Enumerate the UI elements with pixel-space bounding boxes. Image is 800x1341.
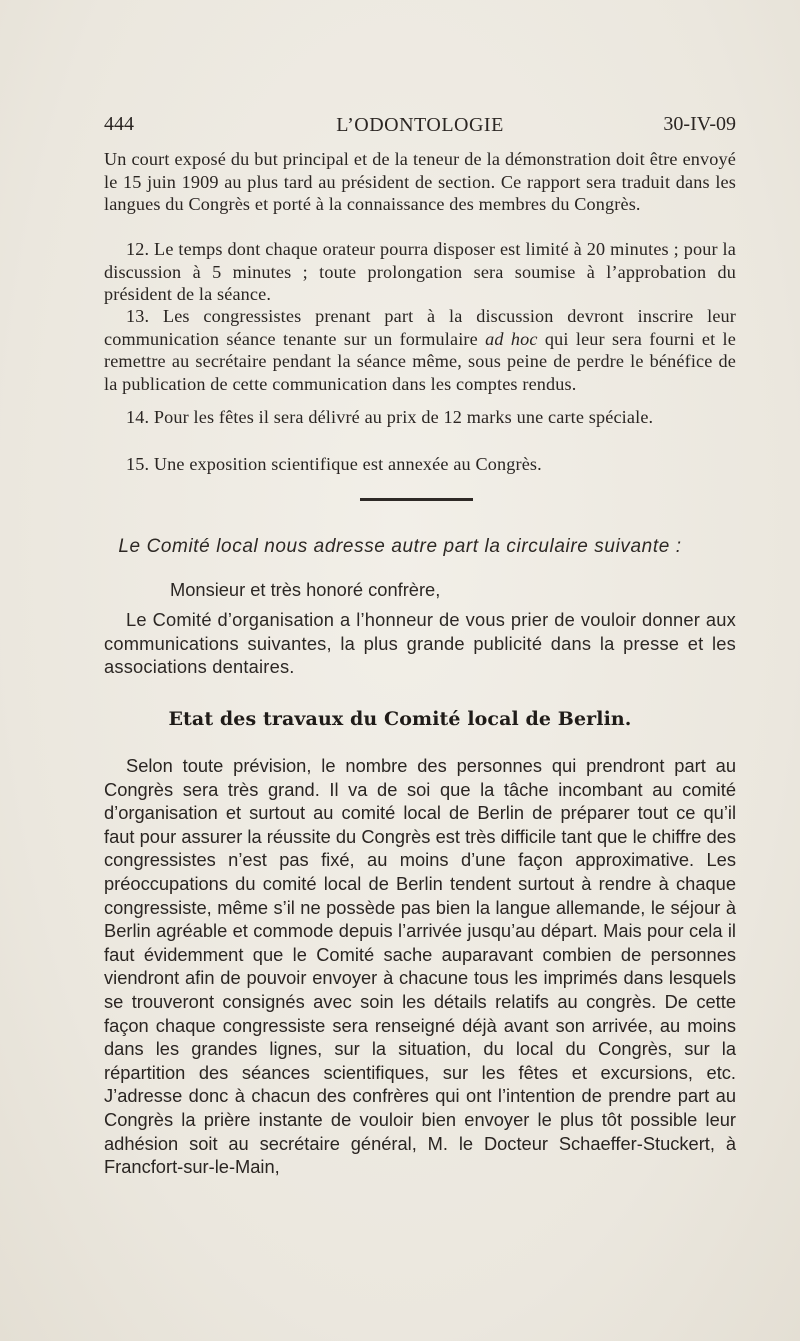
body-paragraph: Selon toute prévision, le nombre des personnes qui prendront part au Congrès sera très grand. Il va de soi que la tâche incombant au comité d’organisation et surtout au comité local de Berlin de préparer tout ce qu’il faut pour assurer la réussite du Congrès est très difficile tant que le chiffre des congressistes n’est pas fixé, au moins d’une façon approximative. Les préoccupations du comité local de Berlin tendent surtout à rendre à chaque congressiste, même s’il ne possède pas bien la langue allemande, le séjour à Berlin agréable et commode depuis l’arrivée jusqu’au départ. Mais pour cela il faut évidemment que le Comité sache auparavant combien de personnes viendront afin de pouvoir envoyer à chacune tous les imprimés dans lesquels se trouveront consignés avec soin les détails relatifs au congrès. De cette façon chaque congressiste sera renseigné déjà avant son arrivée, au moins dans les grandes lignes, sur la situation, du local du Congrès, sur la répartition des séances scientifiques, sur les fêtes et excursions, etc. J’adresse donc à chacun des confrères qui ont l’intention de prendre part au Congrès la prière instante de vouloir bien envoyer le plus tôt possible leur adhésion soit au secrétaire général, M. le Docteur Schaeffer-Stuckert, à Francfort-sur-le-Main, <box>104 755 736 1178</box>
section-heading: Etat des travaux du Comité local de Berlin. <box>168 708 632 730</box>
circular-introduction: Le Comité local nous adresse autre part la circulaire suivante : <box>118 536 682 557</box>
rule-paragraph-12: 12. Le temps dont chaque orateur pourra disposer est limité à 20 minutes ; pour la discussion à 5 minutes ; toute prolongation sera soumise à l’approbation du président de la séance. <box>104 239 736 305</box>
page-header <box>104 113 736 143</box>
rule-paragraph-continuation: Un court exposé du but principal et de la teneur de la démonstration doit être envoyé le 15 juin 1909 au plus tard au président de section. Ce rapport sera traduit dans les langues du Congrès et porté à la connaissance des membres du Congrès. <box>104 149 736 215</box>
rule-paragraph-13 <box>104 305 736 395</box>
rule-13-text-end: qui leur sera fourni et le remettre au secrétaire pendant la séance même, sous peine de perdre le bénéfice de la publication de cette communication dans les comptes rendus. <box>104 328 736 394</box>
issue-date: 30-IV-09 <box>663 113 736 135</box>
section-divider <box>360 498 473 501</box>
running-title: L’ODONTOLOGIE <box>336 114 504 136</box>
rule-13-text-start: 13. Les congressistes prenant part à la discussion devront inscrire leur communication séance tenante sur un formulaire <box>104 306 736 349</box>
rule-paragraph-14: 14. Pour les fêtes il sera délivré au prix de 12 marks une carte spéciale. <box>126 407 654 427</box>
rule-13-italic-term: ad hoc <box>485 328 538 349</box>
page-number: 444 <box>104 113 134 135</box>
letter-salutation: Monsieur et très honoré confrère, <box>170 579 441 600</box>
rule-paragraph-15: 15. Une exposition scientifique est annexée au Congrès. <box>126 454 542 474</box>
letter-paragraph: Le Comité d’organisation a l’honneur de vous prier de vouloir donner aux communications suivantes, la plus grande publicité dans la presse et les associations dentaires. <box>104 609 736 678</box>
